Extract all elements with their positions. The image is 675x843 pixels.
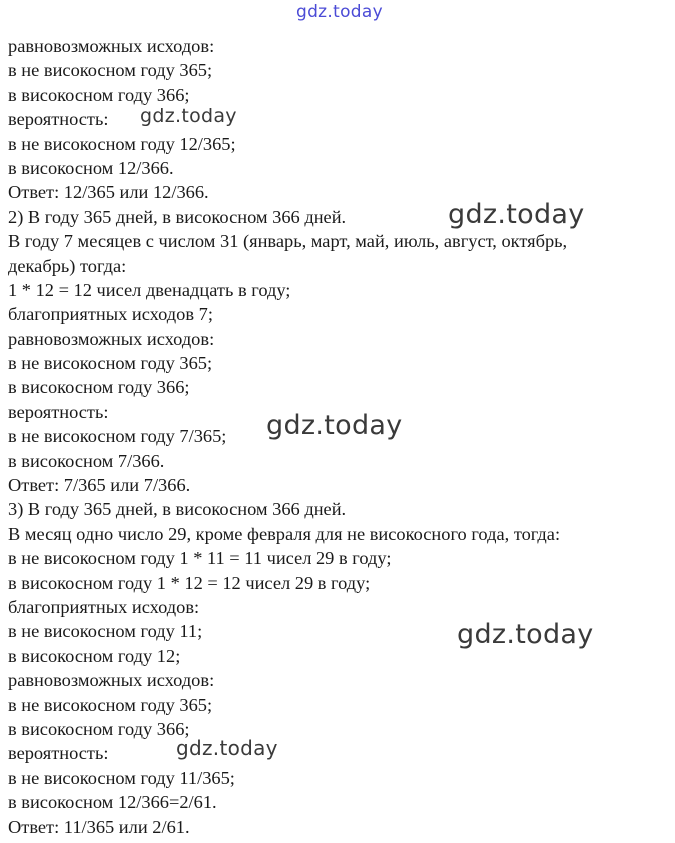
text-line: в не високосном году 11; bbox=[8, 621, 203, 642]
text-line: в високосном году 366; bbox=[8, 377, 190, 398]
text-line: равновозможных исходов: bbox=[8, 328, 215, 349]
answer-line: Ответ: 11/365 или 2/61. bbox=[8, 816, 190, 837]
watermark-top: gdz.today bbox=[296, 2, 383, 22]
text-line: вероятность: bbox=[8, 743, 109, 764]
watermark: gdz.today bbox=[457, 619, 594, 650]
text-line: в високосном году 1 * 12 = 12 чисел 29 в году; bbox=[8, 572, 371, 593]
answer-line: Ответ: 7/365 или 7/366. bbox=[8, 475, 191, 496]
text-line: в високосном 12/366. bbox=[8, 157, 174, 178]
text-line: декабрь) тогда: bbox=[8, 255, 127, 276]
text-line: вероятность: bbox=[8, 109, 109, 130]
task-heading: 3) В году 365 дней, в високосном 366 дней. bbox=[8, 499, 347, 520]
text-line: в високосном году 366; bbox=[8, 718, 190, 739]
text-line: в не високосном году 7/365; bbox=[8, 426, 227, 447]
text-line: вероятность: bbox=[8, 401, 109, 422]
text-line: в високосном 7/366. bbox=[8, 450, 165, 471]
text-line: В году 7 месяцев с числом 31 (январь, март, май, июль, август, октябрь, bbox=[8, 231, 568, 252]
text-line: благоприятных исходов: bbox=[8, 596, 200, 617]
watermark: gdz.today bbox=[448, 199, 585, 230]
text-line: в високосном году 12; bbox=[8, 645, 181, 666]
text-line: в високосном 12/366=2/61. bbox=[8, 792, 217, 813]
watermark: gdz.today bbox=[176, 736, 278, 760]
text-line: в не високосном году 11/365; bbox=[8, 767, 235, 788]
text-line: в високосном году 366; bbox=[8, 84, 190, 105]
answer-line: Ответ: 12/365 или 12/366. bbox=[8, 182, 209, 203]
text-line: равновозможных исходов: bbox=[8, 670, 215, 691]
text-line: в не високосном году 365; bbox=[8, 353, 213, 374]
text-line: в не високосном году 365; bbox=[8, 694, 213, 715]
watermark: gdz.today bbox=[266, 410, 403, 441]
text-line: в не високосном году 1 * 11 = 11 чисел 29 в году; bbox=[8, 548, 392, 569]
text-line: благоприятных исходов 7; bbox=[8, 304, 213, 325]
text-line: 1 * 12 = 12 чисел двенадцать в году; bbox=[8, 279, 291, 300]
text-line: в не високосном году 365; bbox=[8, 60, 213, 81]
text-line: в не високосном году 12/365; bbox=[8, 133, 236, 154]
task-heading: 2) В году 365 дней, в високосном 366 дней. bbox=[8, 206, 347, 227]
text-line: В месяц одно число 29, кроме февраля для не високосного года, тогда: bbox=[8, 523, 561, 544]
watermark: gdz.today bbox=[140, 105, 237, 127]
text-line: равновозможных исходов: bbox=[8, 36, 215, 56]
